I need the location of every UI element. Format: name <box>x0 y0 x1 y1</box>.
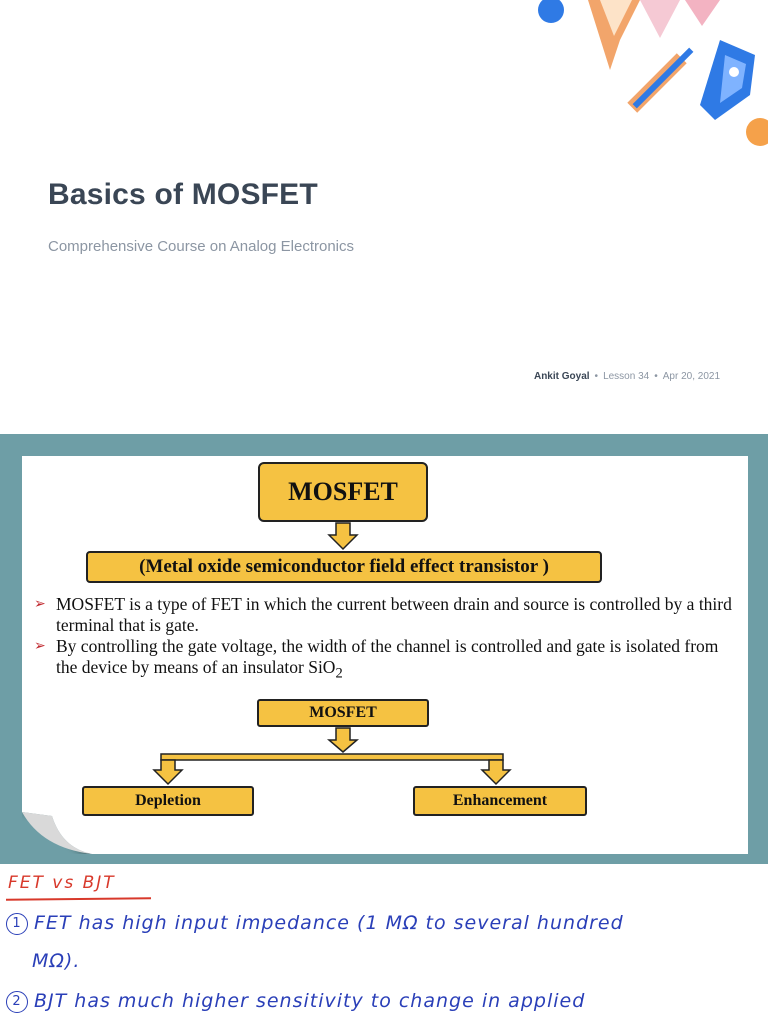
depletion-box: Depletion <box>82 786 254 816</box>
bullet-list <box>34 594 734 685</box>
subscript-2: 2 <box>335 665 343 682</box>
note-text: FET has high input impedance (1 MΩ to several hundred <box>34 912 624 934</box>
lesson-number: Lesson 34 <box>603 371 650 382</box>
course-subtitle: Comprehensive Course on Analog Electronics <box>48 238 354 255</box>
lesson-date: Apr 20, 2021 <box>662 371 720 382</box>
note-point-1 <box>6 912 624 935</box>
meta-separator: • <box>594 371 599 382</box>
note-point-1-continued: MΩ). <box>32 950 81 972</box>
stationery-decoration-icon <box>520 0 768 160</box>
bullet-item <box>34 594 734 636</box>
bullet-arrow-icon: ➢ <box>34 597 46 612</box>
bullet-text: By controlling the gate voltage, the width of the channel is controlled and gate is isolated from the device by means of an insulator SiO <box>56 636 719 677</box>
mosfet-title-box: MOSFET <box>258 462 428 522</box>
enhancement-box: Enhancement <box>413 786 587 816</box>
author-name: Ankit Goyal <box>533 371 590 382</box>
slide-gap <box>0 420 768 434</box>
bullet-text: MOSFET is a type of FET in which the current between drain and source is controlled by a third terminal that is gate. <box>56 594 732 635</box>
lesson-meta <box>534 371 720 382</box>
notes-heading: FET vs BJT <box>8 873 116 893</box>
note-text: BJT has much higher sensitivity to change in applied <box>34 990 586 1012</box>
handwritten-notes <box>0 864 768 1024</box>
number-circle-icon: 1 <box>6 913 28 935</box>
note-point-2 <box>6 990 585 1013</box>
number-circle-icon: 2 <box>6 991 28 1013</box>
bullet-arrow-icon: ➢ <box>34 639 46 654</box>
title-slide <box>0 0 768 420</box>
mosfet-classification-box: MOSFET <box>257 699 429 727</box>
page-title: Basics of MOSFET <box>48 178 318 211</box>
bullet-item <box>34 636 734 685</box>
mosfet-full-form-box: (Metal oxide semiconductor field effect transistor ) <box>86 551 602 583</box>
meta-separator: • <box>654 371 658 382</box>
heading-underline <box>6 897 151 901</box>
